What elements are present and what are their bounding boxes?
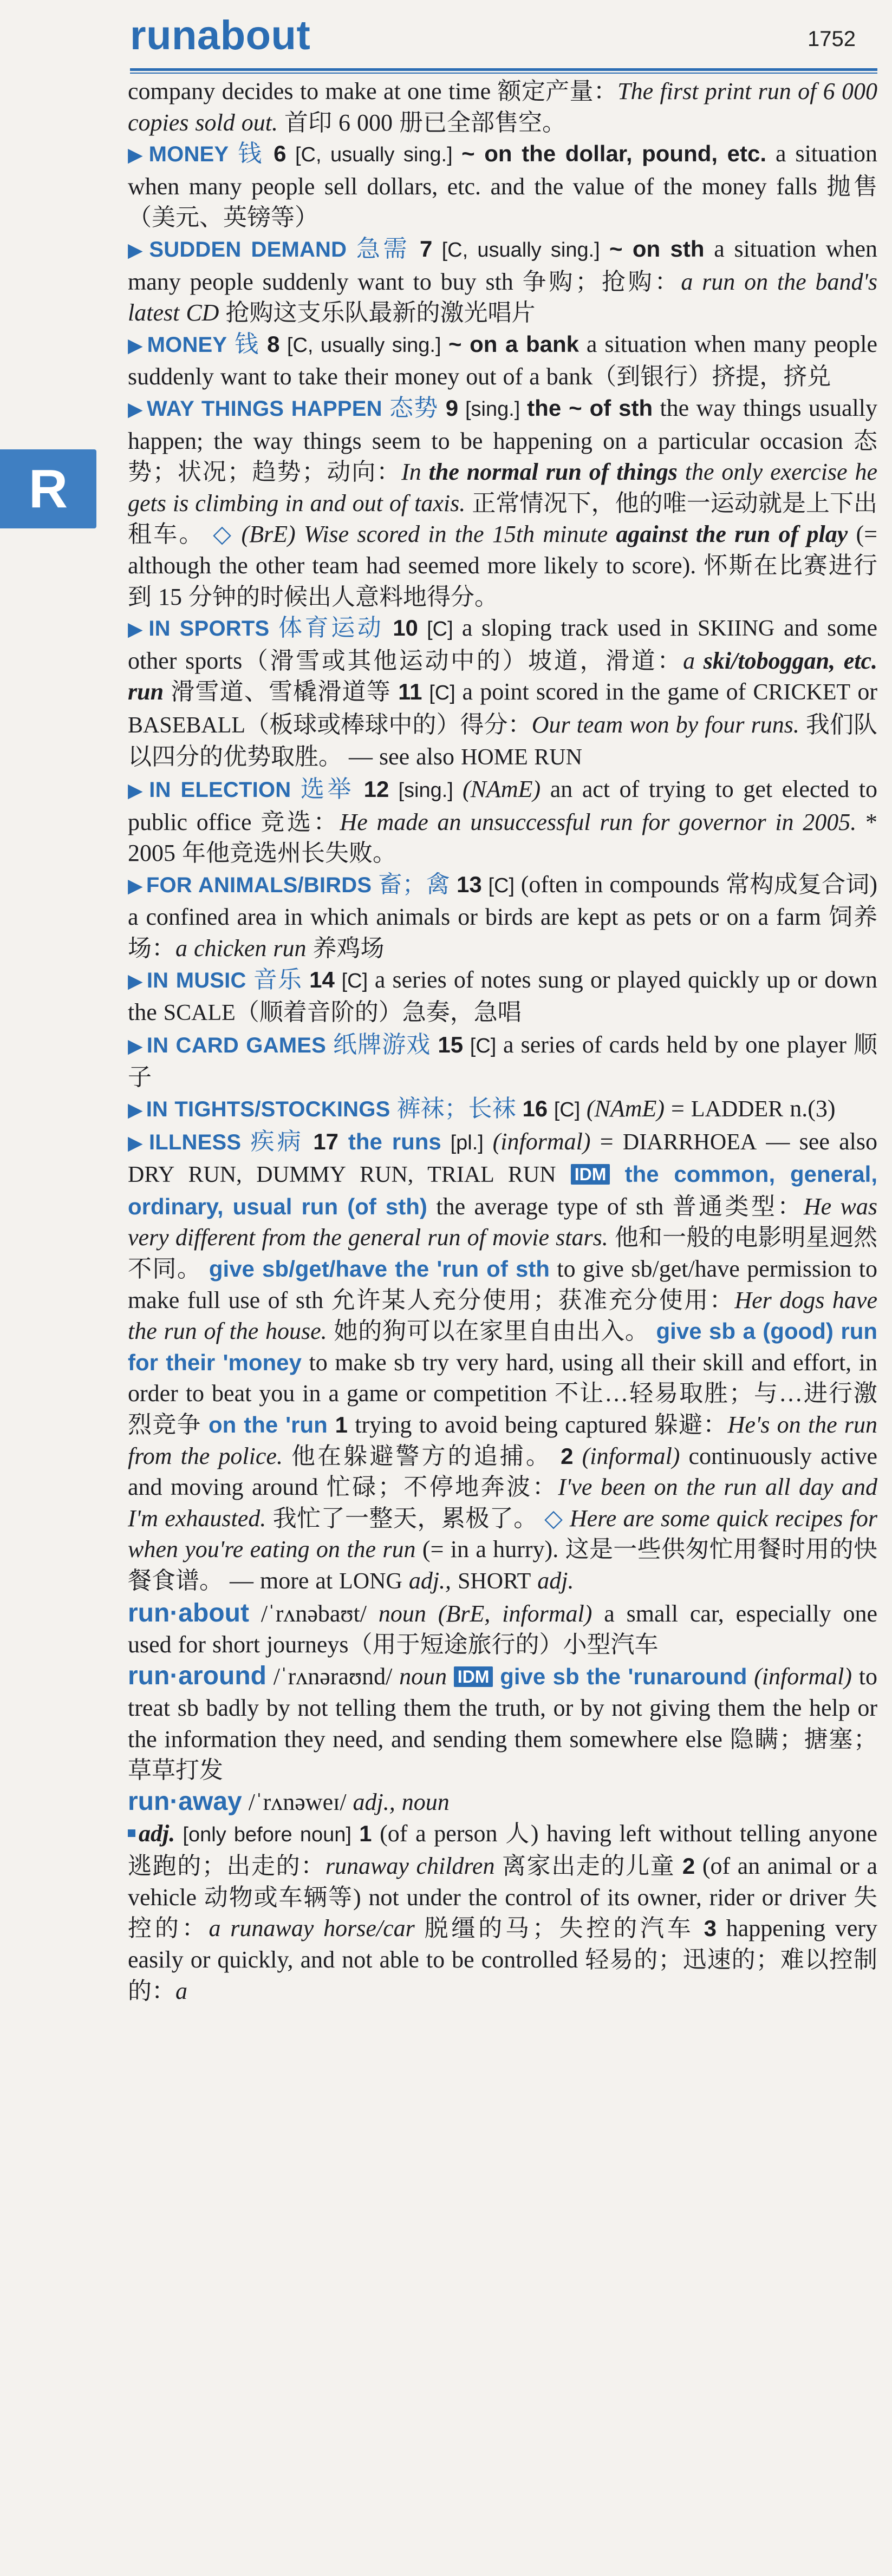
example: a runaway horse/car [209, 1915, 415, 1942]
sense-way-things-happen-9 [128, 393, 877, 612]
sense-number: 9 [445, 395, 459, 421]
see-also: — see also [342, 743, 461, 770]
sense-number: 6 [274, 141, 287, 167]
definition: = [590, 1128, 623, 1155]
cross-reference: CRICKET [753, 680, 851, 705]
entry-runaway-adj [128, 1818, 877, 2007]
definition: to treat sb badly by not telling them the truth, or by not giving them the help or the information they need, and sending them somewhere else 隐瞒；搪塞；草草打发 [128, 1663, 878, 1784]
signpost: MONEY [147, 332, 227, 357]
sense-sudden-demand-7 [128, 233, 877, 329]
sense-number: 12 [363, 776, 389, 802]
signpost-zh: 急需 [347, 235, 420, 262]
example: He was very different from the general run of movie stars. [128, 1193, 878, 1251]
example: runaway children [325, 1853, 495, 1880]
definition: a situation when many people suddenly want to take their money out of a bank（到银行）挤提，挤兑 [128, 330, 878, 390]
pos-label: adj., [402, 1567, 458, 1594]
running-headword: runabout [130, 12, 311, 58]
example: I've been on the run all day and I'm exhausted. [128, 1474, 877, 1532]
signpost: WAY THINGS HAPPEN [146, 396, 382, 421]
idiom-marker: IDM [454, 1666, 493, 1687]
signpost: IN MUSIC [146, 968, 246, 992]
example-translation: 养鸡场 [306, 935, 385, 962]
region-label: (BrE) [241, 521, 296, 548]
sense-money-6 [128, 138, 877, 233]
sense-number: 11 [398, 679, 422, 705]
sense-number: 15 [438, 1031, 464, 1057]
idiom: give sb a (good) run for their 'money [128, 1318, 878, 1375]
headword: run·around [128, 1661, 266, 1690]
pronunciation: /ˈrʌnəweɪ/ [242, 1789, 353, 1816]
idiom: give sb the 'runaround [500, 1663, 747, 1689]
page-header [130, 10, 877, 69]
pos-label: adj. [531, 1567, 574, 1594]
definition: to give sb/get/have permission to make full use of sth 允许某人充分使用；获准充分使用： [128, 1255, 877, 1313]
example-translation: 她的狗可以在家里自由出入。 [327, 1318, 649, 1345]
region-label: (NAmE) [462, 776, 541, 803]
pattern: the ~ of sth [527, 395, 653, 421]
region-label: (BrE, informal) [426, 1600, 593, 1627]
register-label: (informal) [747, 1663, 852, 1690]
definition: a small car, especially one used for short journeys（用于短途旅行的）小型汽车 [128, 1600, 877, 1658]
signpost: IN CARD GAMES [146, 1033, 326, 1057]
grammar-label: [sing.] [458, 397, 528, 421]
cross-reference: HOME RUN [461, 745, 582, 770]
definition: (of a person 人) having left without telling anyone 逃跑的；出走的： [128, 1820, 877, 1880]
grammar-label: [C] [418, 618, 462, 641]
sense-in-tights-16 [128, 1093, 877, 1126]
example-highlight: against the run of play [616, 521, 848, 548]
definition: a situation when many people sell dollars, etc. and the value of the money falls 抛售（美元、英镑等） [128, 140, 877, 231]
definition: a point scored in the game of [462, 678, 753, 705]
sense-number: 13 [457, 871, 482, 897]
pronunciation: /ˈrʌnəbaʊt/ [249, 1600, 379, 1627]
cross-reference: SKIING [697, 616, 775, 642]
definition: happening very easily or quickly, and not able to be controlled 轻易的；迅速的；难以控制的： [128, 1915, 878, 2004]
triangle-right-icon: ▶ [128, 970, 144, 992]
pos-label: adj., noun [353, 1789, 450, 1816]
entry-runaway [128, 1786, 877, 1818]
example: Here are some quick recipes for when you're eating on the run [128, 1505, 878, 1563]
definition: (of an animal or a vehicle 动物或车辆等) not under the control of its owner, rider or driver 失控的： [128, 1853, 878, 1942]
entry-runaround [128, 1660, 877, 1786]
example: the only exercise he gets is climbing in and out of taxis. [128, 459, 878, 516]
example-gloss: (= although the other team had seemed more likely to score). [128, 521, 878, 579]
grammar-label: [C] [422, 682, 463, 705]
definition: an act of trying to get elected to public office 竞选： [128, 776, 877, 835]
example: He's on the run from the police. [128, 1411, 877, 1469]
example: Our team won by four runs. [531, 711, 799, 738]
sense-illness-17 [128, 1126, 877, 1598]
header-rule-thin [130, 73, 877, 74]
grammar-label: [only before noun] [175, 1823, 360, 1846]
signpost-zh: 选举 [291, 776, 364, 803]
sense-number: 16 [522, 1096, 548, 1121]
example-translation: 他在躲避警方的追捕。 [282, 1442, 552, 1469]
pattern: the runs [338, 1128, 441, 1154]
definition: a situation when many people suddenly want to buy sth 争购；抢购： [128, 235, 878, 295]
definition: continuously active and moving around 忙碌；不停地奔波： [128, 1442, 878, 1501]
definition: the way things usually happen; the way things seem to be happening on a particular occasion 态势；状况；趋势；动向： [128, 394, 877, 486]
triangle-right-icon: ▶ [128, 618, 146, 640]
example-translation: 抢购这支乐队最新的激光唱片 [219, 299, 536, 326]
signpost-zh: 纸牌游戏 [325, 1031, 438, 1058]
pronunciation: /ˈrʌnəraʊnd/ [266, 1663, 400, 1690]
grammar-label: [C, usually sing.] [279, 334, 448, 357]
sense-number: 17 [313, 1128, 338, 1154]
idiom-marker: IDM [571, 1164, 610, 1185]
definition: and some other sports（滑雪或其他运动中的）坡道，滑道： [128, 614, 877, 674]
sense-number: 14 [309, 966, 335, 992]
definition: trying to avoid being captured 躲避： [348, 1411, 728, 1438]
signpost: FOR ANIMALS/BIRDS [146, 873, 372, 897]
signpost-zh: 态势 [382, 394, 446, 421]
example-translation: 首印 6 000 册已全部售空。 [277, 109, 566, 136]
grammar-label: [pl.] [441, 1131, 493, 1154]
sense-text: company decides to make at one time 额定产量： [128, 78, 618, 104]
example-translation: 他和一般的电影明星迥然不同。 [128, 1224, 877, 1282]
example: He made an unsuccessful run for governor in 2005. [340, 808, 857, 835]
sense-number: 2 [561, 1443, 574, 1469]
signpost: IN SPORTS [148, 617, 270, 641]
signpost: IN ELECTION [149, 778, 291, 802]
sense-in-sports-10 [128, 612, 877, 774]
sense-in-card-games-15 [128, 1029, 877, 1093]
cross-reference: LADDER [691, 1097, 784, 1122]
definition: (often in compounds 常构成复合词) a confined area in which animals or birds are kept as pets or on a farm 饲养场： [128, 871, 877, 962]
example: Her dogs have the run of the house. [128, 1286, 877, 1345]
sense-reference: n.(3) [783, 1095, 836, 1122]
triangle-right-icon: ▶ [128, 1099, 143, 1121]
pos-label: noun [378, 1600, 426, 1627]
cross-reference: LONG [339, 1568, 402, 1594]
sense-money-8 [128, 329, 877, 393]
header-rule [130, 68, 877, 71]
diamond-icon: ◇ [204, 521, 242, 548]
conjunction: or [850, 678, 878, 705]
triangle-right-icon: ▶ [128, 1035, 144, 1057]
register-label: (informal) [492, 1128, 591, 1155]
example-translation: 我们队以四分的优势取胜。 [128, 711, 877, 770]
example-translation: 我忙了一整天，累极了。 [266, 1505, 538, 1532]
pos-label: adj. [139, 1820, 175, 1847]
triangle-right-icon: ▶ [128, 874, 143, 897]
diamond-icon: ◇ [537, 1505, 570, 1532]
triangle-right-icon: ▶ [128, 144, 146, 166]
signpost: ILLNESS [148, 1130, 242, 1154]
triangle-right-icon: ▶ [128, 398, 144, 420]
example-translation: 怀斯在比赛进行到 15 分钟的时候出人意料地得分。 [128, 552, 877, 610]
pattern: ~ on a bank [448, 331, 579, 357]
example-gloss: (= in a hurry). [415, 1536, 559, 1563]
definition: （板球或棒球中的）得分： [245, 711, 532, 738]
entry-column [128, 76, 877, 2006]
region-label: (NAmE) [586, 1095, 665, 1122]
signpost-zh: 畜；禽 [372, 871, 457, 898]
definition: to make sb try very hard, using all their skill and effort, in order to beat you in a game or competition 不让…轻易取胜；与…进行激烈竞争 [128, 1349, 878, 1438]
idiom: the common, general, ordinary, usual run (of sth) [128, 1161, 878, 1219]
example-translation: 正常情况下，他的唯一运动就是上下出租车。 [128, 489, 877, 548]
example: a [175, 1977, 187, 2004]
example: a run on the band's latest CD [128, 268, 877, 326]
sense-number: 10 [393, 615, 418, 641]
pattern: ~ on sth [609, 236, 705, 261]
cross-reference: BASEBALL [128, 712, 246, 738]
signpost-zh: 钱 [227, 330, 268, 357]
pattern: ~ on the dollar, pound, etc. [461, 141, 767, 167]
example-translation: 滑雪道、雪橇滑道等 [164, 678, 391, 705]
see-also: — see also [757, 1128, 877, 1155]
grammar-label: [C] [334, 969, 375, 992]
example-highlight: ski/toboggan, etc. run [128, 647, 878, 705]
sense-continued [128, 76, 877, 138]
pos-label: noun [399, 1663, 447, 1690]
example-translation: 脱缰的马；失控的汽车 [414, 1915, 704, 1942]
definition: a series of cards held by one player 顺子 [128, 1031, 877, 1091]
square-bullet-icon [128, 1829, 135, 1837]
cross-reference: DIARRHOEA [622, 1129, 757, 1155]
definition: = [665, 1095, 691, 1122]
register-label: (informal) [573, 1442, 680, 1469]
signpost-zh: 体育运动 [269, 614, 393, 642]
triangle-right-icon: ▶ [128, 239, 146, 261]
example-translation: * 2005 年他竞选州长失败。 [128, 808, 878, 867]
sense-number: 8 [267, 331, 280, 357]
headword: run·about [128, 1598, 249, 1627]
page-number: 1752 [808, 27, 856, 51]
sense-number: 2 [682, 1853, 695, 1879]
signpost-zh: 钱 [229, 140, 274, 167]
signpost: IN TIGHTS/STOCKINGS [146, 1097, 390, 1121]
definition: （顺着音阶的）急奏，急唱 [235, 999, 522, 1026]
example: The first print run of 6 000 copies sold out. [128, 78, 877, 136]
example: In [401, 459, 429, 486]
sense-in-election-12 [128, 774, 877, 869]
entry-runabout [128, 1598, 877, 1660]
example-translation: 这是一些供匆忙用餐时用的快餐食谱。 [128, 1536, 877, 1594]
idiom: on the 'run [208, 1411, 328, 1437]
grammar-label: [C] [548, 1099, 587, 1121]
signpost-zh: 音乐 [246, 966, 310, 993]
example: a [683, 647, 704, 674]
sense-in-music-14 [128, 964, 877, 1029]
grammar-label: [C] [463, 1034, 503, 1057]
grammar-label: [sing.] [389, 779, 463, 802]
see-also: — more at [223, 1567, 340, 1594]
thumb-index-tab: R [0, 449, 96, 528]
example: a chicken run [175, 935, 307, 962]
definition: a series of notes sung or played quickly up or down the [128, 966, 877, 1026]
sense-number: 1 [327, 1411, 348, 1437]
example-highlight: the normal run of things [428, 459, 678, 486]
grammar-label: [C, usually sing.] [286, 143, 462, 167]
signpost-zh: 疾病 [241, 1128, 314, 1155]
cross-reference: DRY RUN, DUMMY RUN, TRIAL RUN [128, 1162, 556, 1188]
grammar-label: [C, usually sing.] [432, 238, 609, 261]
sense-number: 7 [419, 236, 433, 261]
example-translation: 离家出走的儿童 [494, 1853, 682, 1880]
signpost: MONEY [148, 142, 229, 167]
cross-reference: SHORT [458, 1568, 531, 1594]
definition: a sloping track used in [461, 614, 698, 642]
idiom: give sb/get/have the 'run of sth [209, 1256, 550, 1282]
definition: the average type of sth 普通类型： [427, 1193, 804, 1220]
triangle-right-icon: ▶ [128, 780, 146, 802]
grammar-label: [C] [481, 874, 521, 897]
signpost: SUDDEN DEMAND [149, 237, 347, 261]
sense-for-animals-13 [128, 869, 877, 964]
example: Wise scored in the 15th minute [295, 521, 616, 548]
triangle-right-icon: ▶ [128, 1132, 146, 1154]
cross-reference: SCALE [163, 1001, 236, 1026]
sense-number: 1 [359, 1820, 372, 1846]
triangle-right-icon: ▶ [128, 334, 144, 356]
sense-number: 3 [704, 1915, 717, 1941]
signpost-zh: 裤袜；长袜 [390, 1095, 523, 1122]
headword: run·away [128, 1787, 242, 1816]
